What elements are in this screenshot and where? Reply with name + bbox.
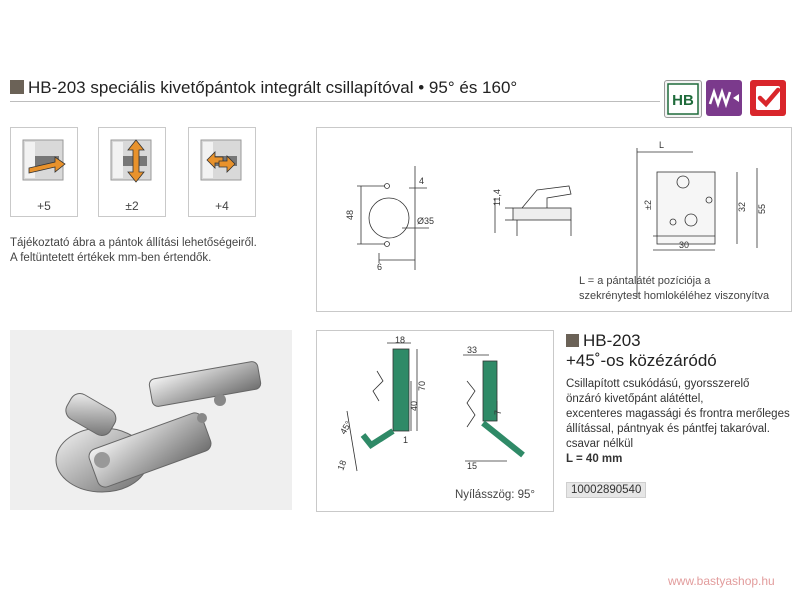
hb-badge (664, 80, 702, 118)
checkmark-icon (750, 80, 786, 116)
svg-text:15: 15 (467, 461, 478, 471)
adjust-value: +5 (37, 199, 51, 213)
title-divider (10, 101, 660, 102)
svg-text:30: 30 (679, 240, 690, 250)
plate-position-note: L = a pántalátét pozíciója a szekrénytest homlokéléhez viszonyítva (579, 275, 770, 302)
svg-text:70: 70 (417, 380, 427, 391)
svg-text:7: 7 (493, 409, 503, 415)
svg-text:18: 18 (335, 458, 349, 472)
height-adjust-icon (99, 128, 165, 194)
svg-text:55: 55 (757, 203, 767, 214)
svg-text:L: L (659, 140, 665, 150)
svg-text:6: 6 (377, 262, 383, 272)
product-code: 10002890540 (566, 482, 646, 498)
page-title: HB-203 speciális kivetőpántok integrált csillapítóval • 95° és 160° (10, 78, 517, 98)
product-description: Csillapított csukódású, gyorsszerelő önzáró kivetőpánt alátéttel, excenteres magassági és frontra merőleges állítással, pántnyak és pántfej takaróval. csavar nélkül L = 40 mm (566, 377, 796, 467)
svg-text:48: 48 (345, 209, 355, 220)
mounting-diagram (317, 331, 553, 511)
adjust-box-height (98, 127, 166, 217)
hinge-side-drawing (495, 186, 571, 236)
title-square (566, 334, 579, 347)
svg-text:4: 4 (419, 176, 425, 186)
product-length: L = 40 mm (566, 453, 623, 465)
right-mount-drawing (463, 355, 523, 461)
svg-text:Ø35: Ø35 (417, 216, 435, 226)
quality-badge (750, 80, 786, 116)
drilling-panel (316, 127, 792, 312)
side-adjust-icon (189, 128, 255, 194)
svg-text:32: 32 (737, 201, 747, 212)
svg-text:40: 40 (409, 400, 419, 411)
svg-text:18: 18 (395, 335, 406, 345)
svg-text:11,4: 11,4 (492, 189, 502, 206)
svg-text:1: 1 (403, 435, 409, 445)
soft-close-badge (706, 80, 742, 116)
svg-text:±2: ±2 (643, 200, 653, 210)
title-square (10, 80, 24, 94)
footer-url[interactable]: www.bastyashop.hu (668, 574, 775, 588)
mounting-panel (316, 330, 554, 512)
svg-text:HB: HB (672, 92, 694, 109)
hinge-photo-icon (10, 330, 292, 510)
opening-angle: Nyílásszög: 95° (455, 489, 536, 501)
adjust-box-depth (10, 127, 78, 217)
hb-logo-icon (665, 81, 701, 117)
svg-text:33: 33 (467, 345, 478, 355)
product-title: HB-203 +45˚-os közézáródó (566, 331, 717, 370)
adjust-note: Tájékoztató ábra a pántok állítási lehetőségeiről. A feltüntetett értékek mm-ben értendők. (10, 237, 257, 264)
adjust-value: ±2 (125, 199, 139, 213)
adjust-value: +4 (215, 199, 229, 213)
left-mount-drawing (347, 343, 417, 471)
damper-icon (706, 80, 742, 116)
depth-adjust-icon (11, 128, 77, 194)
product-photo (10, 330, 292, 510)
adjust-box-side (188, 127, 256, 217)
svg-text:45°: 45° (338, 419, 354, 436)
